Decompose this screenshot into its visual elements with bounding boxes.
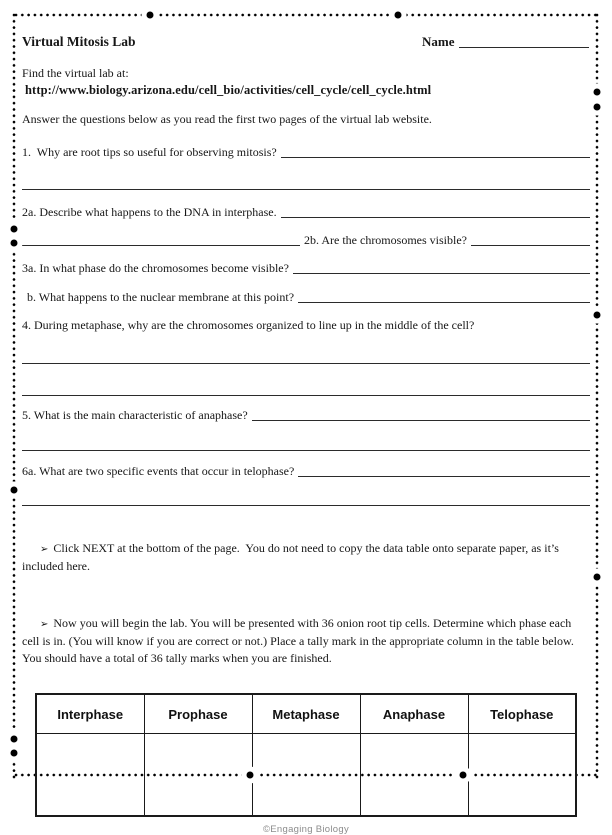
- tally-header-telophase: Telophase: [468, 694, 576, 734]
- page-title: Virtual Mitosis Lab: [22, 34, 136, 49]
- answer-blank: [281, 157, 590, 158]
- question-2a-row: [22, 204, 590, 221]
- border-accent-dot: [147, 12, 154, 19]
- tally-table-header-row: [36, 694, 576, 734]
- title-row: [22, 33, 590, 51]
- border-accent-dot: [11, 487, 18, 494]
- tally-cell-prophase: [144, 734, 252, 817]
- border-accent-dot: [11, 226, 18, 233]
- border-right-dots: [595, 13, 599, 779]
- question-1-row: [22, 144, 590, 161]
- name-blank-line: [459, 47, 589, 48]
- border-accent-dot: [594, 104, 601, 111]
- name-field-group: [422, 33, 590, 51]
- direction-step-1: [22, 523, 590, 592]
- direction-step-2-text: Now you will begin the lab. You will be presented with 36 onion root tip cells. Determine which phase each cell is in. (You will know if you are correct or not.) Place a tally mark in the appropriate column in the table below. You should have a total of 36 tally marks when you are finished.: [22, 616, 577, 665]
- direction-step-1-text: Click NEXT at the bottom of the page. You do not need to copy the data table onto separate paper, as it’s included here.: [22, 541, 562, 573]
- border-accent-dot: [11, 240, 18, 247]
- answer-blank: [22, 245, 300, 246]
- tally-cell-telophase: [468, 734, 576, 817]
- question-3b-text: b. What happens to the nuclear membrane at this point?: [27, 290, 295, 304]
- tally-cell-metaphase: [252, 734, 360, 817]
- arrow-bullet-icon: ➢: [40, 544, 49, 555]
- border-accent-dot: [594, 312, 601, 319]
- lab-url-link[interactable]: http://www.biology.arizona.edu/cell_bio/activities/cell_cycle/cell_cycle.html: [25, 83, 432, 97]
- find-lab-text: Find the virtual lab at:: [22, 66, 129, 80]
- tally-table: [35, 693, 577, 817]
- answer-blank: [298, 476, 590, 477]
- copyright-credit: ©Engaging Biology: [262, 824, 350, 835]
- border-accent-dot: [11, 750, 18, 757]
- question-5-row: [22, 407, 590, 424]
- answer-blank: [22, 189, 590, 190]
- border-accent-dot: [594, 89, 601, 96]
- answer-line-row: [22, 382, 590, 399]
- answer-blank: [293, 273, 590, 274]
- question-2b-row: [22, 232, 590, 249]
- answer-blank: [22, 450, 590, 451]
- tally-header-metaphase: Metaphase: [252, 694, 360, 734]
- tally-header-interphase: Interphase: [36, 694, 144, 734]
- answer-line-row: [22, 492, 590, 509]
- answer-blank: [281, 217, 590, 218]
- question-3a-text: 3a. In what phase do the chromosomes become visible?: [22, 261, 289, 275]
- border-accent-dot: [247, 772, 254, 779]
- question-6a-row: [22, 463, 590, 480]
- tally-cell-anaphase: [360, 734, 468, 817]
- name-label: Name: [422, 34, 455, 49]
- border-accent-dot: [460, 772, 467, 779]
- answer-line-row: [22, 437, 590, 454]
- answer-blank: [471, 245, 590, 246]
- answer-blank: [22, 505, 590, 506]
- question-5-text: 5. What is the main characteristic of anaphase?: [22, 408, 248, 422]
- answer-instructions: Answer the questions below as you read the first two pages of the virtual lab website.: [22, 112, 432, 126]
- direction-step-2: [22, 598, 590, 684]
- tally-header-prophase: Prophase: [144, 694, 252, 734]
- border-accent-dot: [11, 736, 18, 743]
- answer-blank: [298, 302, 590, 303]
- answer-blank: [22, 363, 590, 364]
- tally-cell-interphase: [36, 734, 144, 817]
- tally-header-anaphase: Anaphase: [360, 694, 468, 734]
- answer-line-row: [22, 176, 590, 193]
- border-left-dots: [12, 13, 16, 779]
- arrow-bullet-icon: ➢: [40, 619, 49, 630]
- border-accent-dot: [594, 574, 601, 581]
- answer-line-row: [22, 350, 590, 367]
- border-accent-dot: [395, 12, 402, 19]
- question-1-text: 1. Why are root tips so useful for observing mitosis?: [22, 145, 277, 159]
- question-3b-row: [22, 289, 590, 306]
- question-2a-text: 2a. Describe what happens to the DNA in interphase.: [22, 205, 277, 219]
- tally-table-body-row: [36, 734, 576, 817]
- answer-blank: [252, 420, 590, 421]
- question-4-row: [22, 317, 590, 334]
- question-6a-text: 6a. What are two specific events that occur in telophase?: [22, 464, 295, 478]
- question-4-text: 4. During metaphase, why are the chromosomes organized to line up in the middle of the cell?: [22, 318, 475, 332]
- question-2b-text: 2b. Are the chromosomes visible?: [304, 233, 467, 247]
- answer-blank: [22, 395, 590, 396]
- question-3a-row: [22, 260, 590, 277]
